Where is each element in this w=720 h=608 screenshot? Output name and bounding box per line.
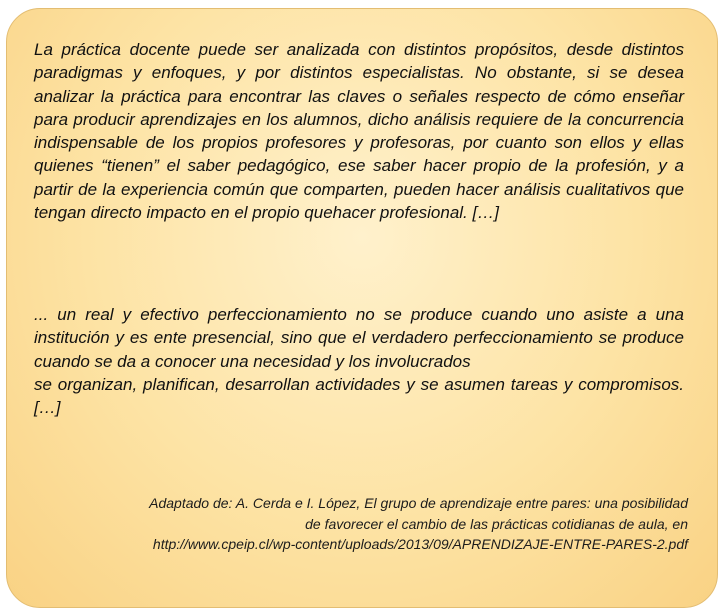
quote-paragraph-2-continuation: se organizan, planifican, desarrollan actividades y se asumen tareas y compromisos. […] xyxy=(34,374,684,418)
source-line-2: de favorecer el cambio de las prácticas cotidianas de aula, en xyxy=(305,515,688,532)
quote-paragraph-1: La práctica docente puede ser analizada con distintos propósitos, desde distintos paradigmas y enfoques, y por distintos especialistas. No obstante, si se desea analizar la práctica para encontrar las claves o señales respecto de cómo enseñar para producir aprendizajes en los alumnos, dicho análisis requiere de la concurrencia indispensable de los propios profesores y profesoras, por cuanto son ellos y ellas quienes “tienen” el saber pedagógico, ese saber hacer propio de la profesión, y a partir de la experiencia común que comparten, pueden hacer análisis cualitativos que tengan directo impacto en el propio quehacer profesional. […] xyxy=(34,40,684,223)
source-line-1: Adaptado de: A. Cerda e I. López, El grupo de aprendizaje entre pares: una posibilidad xyxy=(149,495,688,511)
quote-paragraph-2-block xyxy=(34,303,684,419)
quote-paragraph-2: ... un real y efectivo perfeccionamiento no se produce cuando uno asiste a una institución y es ente presencial, sino que el verdadero perfeccionamiento se produce cuando se da a conocer una necesidad y los involucrados xyxy=(34,305,684,371)
source-citation xyxy=(40,493,688,555)
source-url: http://www.cpeip.cl/wp-content/uploads/2013/09/APRENDIZAJE-ENTRE-PARES-2.pdf xyxy=(152,536,688,552)
